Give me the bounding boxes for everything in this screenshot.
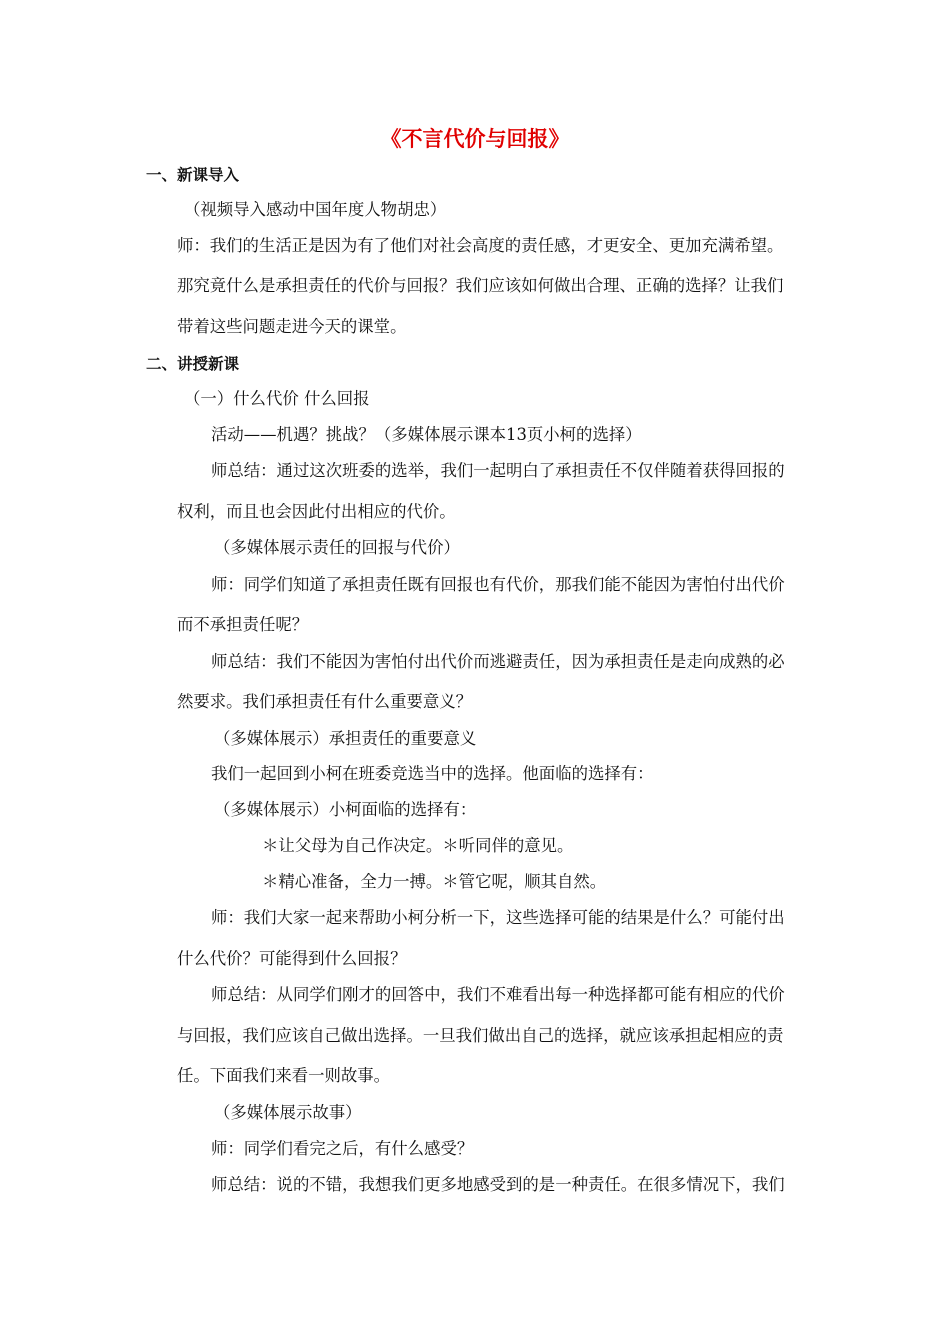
document-title: 《不言代价与回报》 (380, 127, 570, 151)
paragraph-line: 那究竟什么是承担责任的代价与回报？我们应该如何做出合理、正确的选择？让我们 (177, 276, 784, 295)
paragraph-line: 我们一起回到小柯在班委竞选当中的选择。他面临的选择有： (211, 764, 654, 783)
paragraph-line: （视频导入感动中国年度人物胡忠） (184, 200, 447, 219)
paragraph-line: 师：同学们知道了承担责任既有回报也有代价，那我们能不能因为害怕付出代价 (211, 575, 785, 594)
paragraph-line: 而不承担责任呢？ (177, 615, 309, 634)
paragraph-line: 师总结：从同学们刚才的回答中，我们不难看出每一种选择都可能有相应的代价 (211, 985, 785, 1004)
paragraph-line: 师总结：通过这次班委的选举，我们一起明白了承担责任不仅伴随着获得回报的 (211, 461, 785, 480)
paragraph-line: 活动——机遇？挑战？（多媒体展示课本13页小柯的选择） (211, 425, 642, 444)
paragraph-line: 师：我们的生活正是因为有了他们对社会高度的责任感，才更安全、更加充满希望。 (177, 236, 784, 255)
paragraph-line: （多媒体展示）小柯面临的选择有： (214, 800, 477, 819)
paragraph-line: 权利，而且也会因此付出相应的代价。 (177, 502, 456, 521)
paragraph-line: 师：同学们看完之后，有什么感受？ (211, 1139, 474, 1158)
paragraph-line: 任。下面我们来看一则故事。 (177, 1066, 391, 1085)
paragraph-line: 师：我们大家一起来帮助小柯分析一下，这些选择可能的结果是什么？可能付出 (211, 908, 785, 927)
subsection-heading: （一）什么代价 什么回报 (184, 389, 370, 408)
paragraph-line: 什么代价？可能得到什么回报？ (177, 949, 407, 968)
paragraph-line: 然要求。我们承担责任有什么重要意义？ (177, 692, 473, 711)
section-heading-2: 二、讲授新课 (146, 355, 240, 373)
paragraph-line: 师总结：说的不错，我想我们更多地感受到的是一种责任。在很多情况下，我们 (211, 1175, 785, 1194)
list-item: ＊精心准备，全力一搏。＊管它呢，顺其自然。 (262, 872, 607, 891)
paragraph-line: 与回报，我们应该自己做出选择。一旦我们做出自己的选择，就应该承担起相应的责 (177, 1026, 784, 1045)
paragraph-line: （多媒体展示故事） (214, 1103, 362, 1122)
paragraph-line: 带着这些问题走进今天的课堂。 (177, 317, 407, 336)
paragraph-line: （多媒体展示）承担责任的重要意义 (214, 729, 477, 748)
paragraph-line: （多媒体展示责任的回报与代价） (214, 538, 460, 557)
paragraph-line: 师总结：我们不能因为害怕付出代价而逃避责任，因为承担责任是走向成熟的必 (211, 652, 785, 671)
list-item: ＊让父母为自己作决定。＊听同伴的意见。 (262, 836, 574, 855)
section-heading-1: 一、新课导入 (146, 166, 240, 184)
